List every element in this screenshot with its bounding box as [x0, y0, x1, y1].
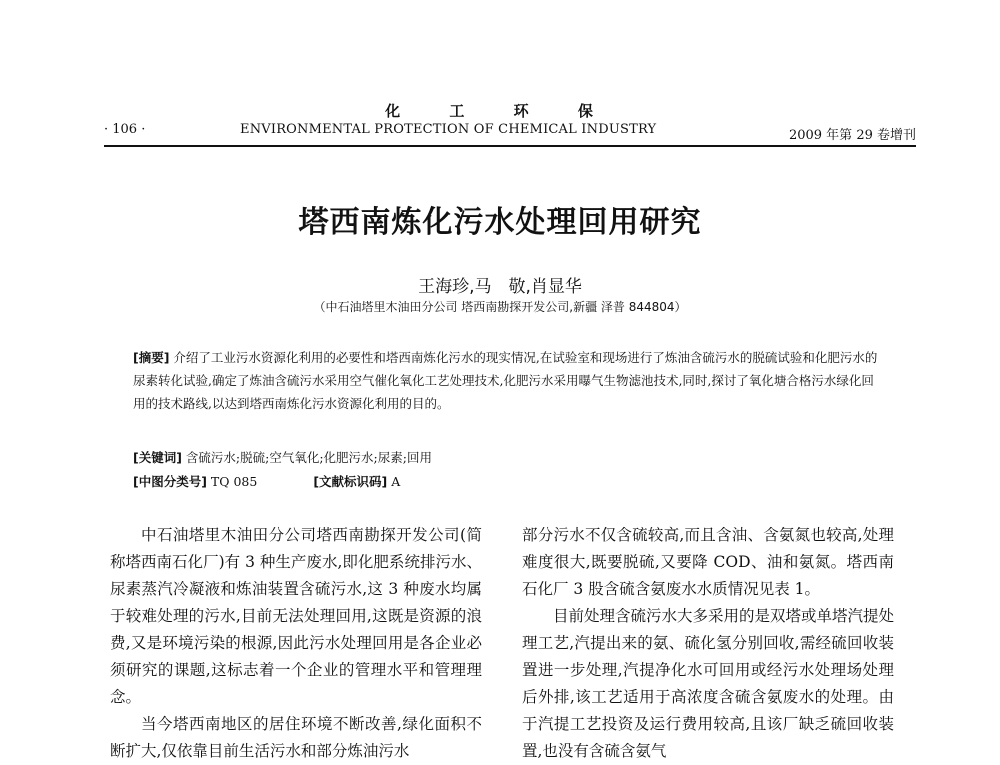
keywords [133, 448, 432, 466]
affiliation: （中石油塔里木油田分公司 塔西南勘探开发公司,新疆 泽普 844804） [313, 300, 687, 314]
classification-line [133, 472, 400, 490]
abstract-label: [摘要] [133, 350, 170, 365]
abstract [133, 346, 878, 415]
keywords-text: 含硫污水;脱硫;空气氧化;化肥污水;尿素;回用 [185, 450, 432, 465]
abstract-text: 介绍了工业污水资源化利用的必要性和塔西南炼化污水的现实情况,在试验室和现场进行了炼油含硫污水的脱硫试验和化肥污水的尿素转化试验,确定了炼油含硫污水采用空气催化氧化工艺处理技术,化肥污水采用曝气生物滤池技术,同时,探讨了氧化塘合格污水绿化回用的技术路线,以达到塔西南炼化污水资源化利用的目的。 [133, 350, 878, 411]
paragraph: 当今塔西南地区的居住环境不断改善,绿化面积不断扩大,仅依靠目前生活污水和部分炼油污水 [110, 715, 482, 760]
paragraph: 部分污水不仅含硫较高,而且含油、含氨氮也较高,处理难度很大,既要脱硫,又要降 COD、油和氨氮。塔西南石化厂 3 股含硫含氨废水水质情况见表 1。 [522, 526, 894, 598]
journal-title-zh: 化 工 环 保 [385, 102, 615, 120]
paragraph: 目前处理含硫污水大多采用的是双塔或单塔汽提处理工艺,汽提出来的氨、硫化氢分别回收,需经硫回收装置进一步处理,汽提净化水可回用或经污水处理场处理后外排,该工艺适用于高浓度含硫含氨废水的处理。由于汽提工艺投资及运行费用较高,且该厂缺乏硫回收装置,也没有含硫含氨气 [522, 607, 895, 760]
page-number: · 106 · [104, 122, 146, 137]
body-column-left [110, 522, 482, 765]
keywords-label: [关键词] [133, 450, 182, 465]
doc-code-label: [文献标识码] [313, 474, 388, 489]
classification-value: TQ 085 [210, 474, 258, 489]
issue-info: 2009 年第 29 卷增刊 [788, 128, 916, 143]
paragraph: 中石油塔里木油田分公司塔西南勘探开发公司(简称塔西南石化厂)有 3 种生产废水,即化肥系统排污水、尿素蒸汽冷凝液和炼油装置含硫污水,这 3 种废水均属于较难处理的污水,目前无法处理回用,这既是资源的浪费,又是环境污染的根源,因此污水处理回用是各企业必须研究的课题,这标志着一个企业的管理水平和管理理念。 [110, 526, 482, 706]
body-column-right [522, 522, 894, 765]
article-title: 塔西南炼化污水处理回用研究 [298, 205, 702, 240]
header-rule [104, 145, 916, 147]
classification-label: [中图分类号] [133, 474, 207, 489]
doc-code-value: A [391, 474, 401, 489]
journal-title-en: ENVIRONMENTAL PROTECTION OF CHEMICAL INDUSTRY [240, 122, 657, 137]
running-header [104, 122, 916, 144]
authors: 王海珍,马 敬,肖显华 [418, 277, 582, 297]
